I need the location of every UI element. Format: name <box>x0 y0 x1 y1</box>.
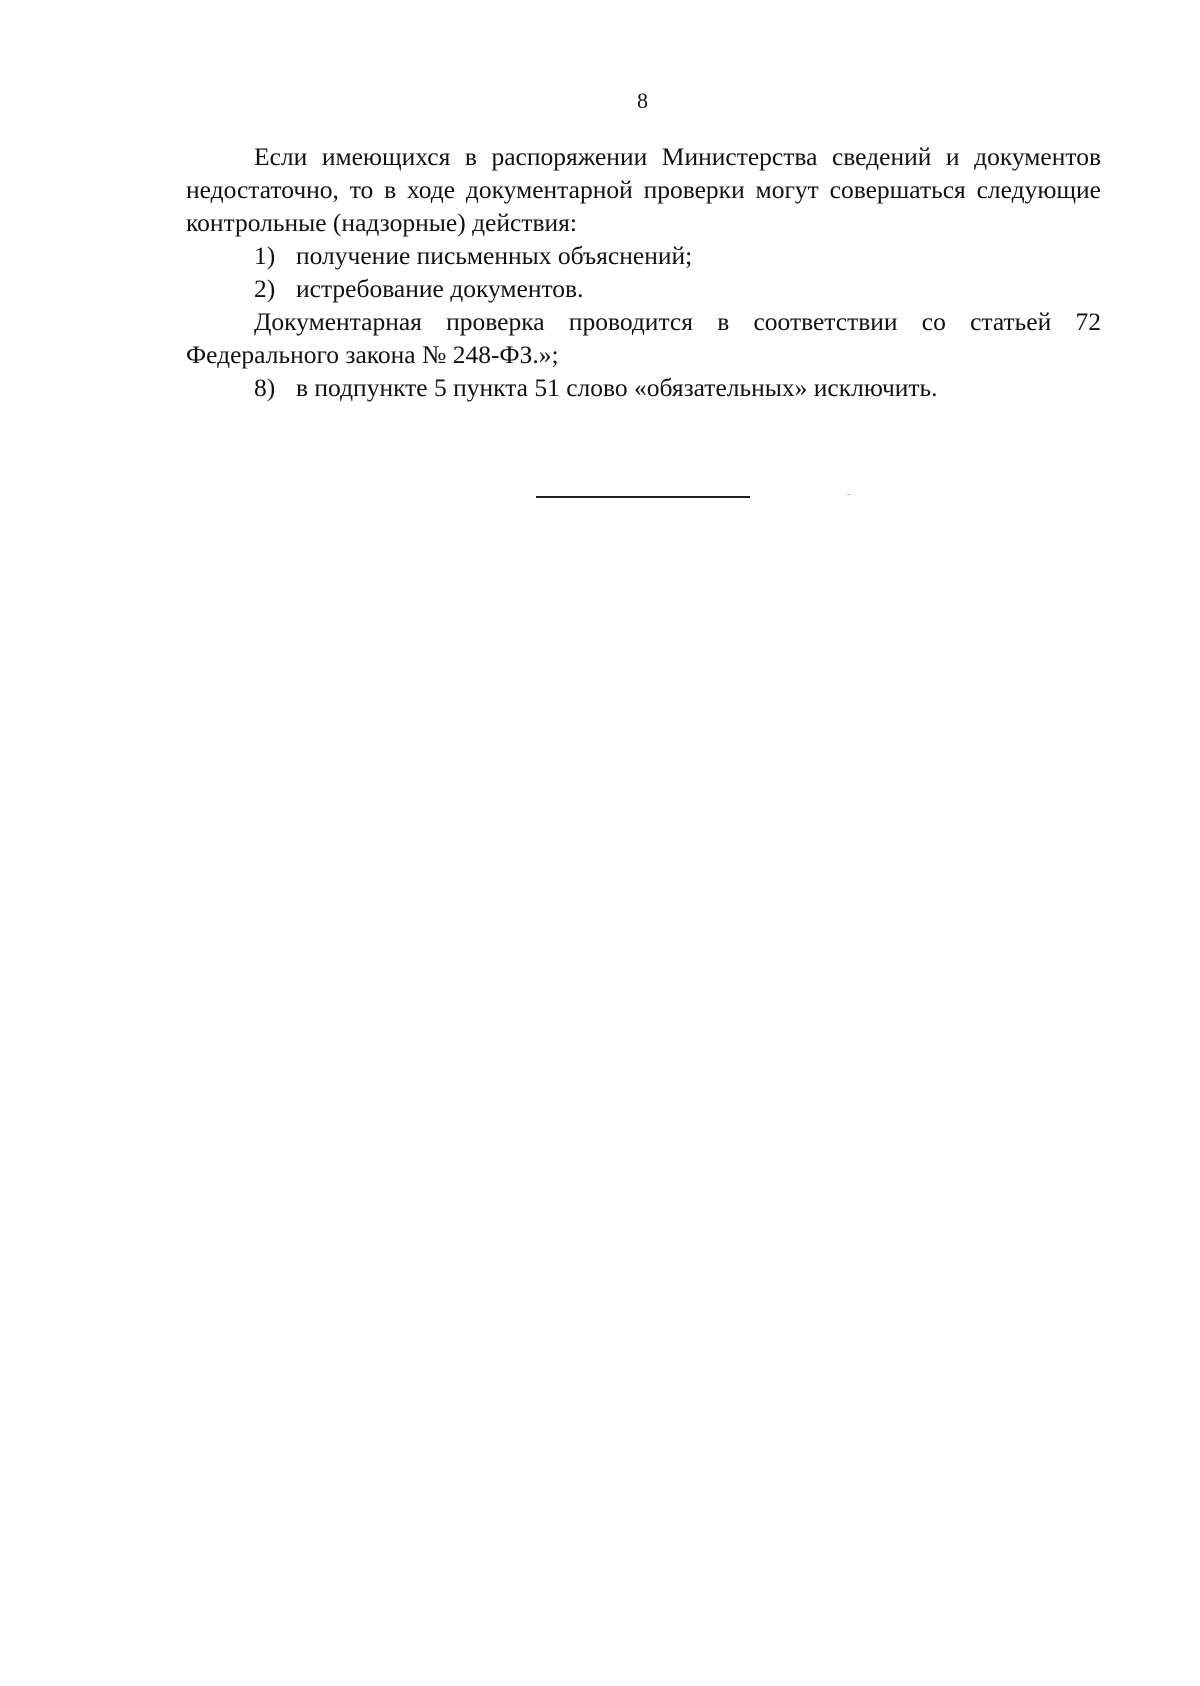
list-item-text: получение письменных объяснений; <box>296 241 693 270</box>
list-item-text: в подпункте 5 пункта 51 слово «обязательных» исключить. <box>296 373 938 402</box>
page-number: 8 <box>637 88 648 113</box>
paragraph-documents-insufficient: Если имеющихся в распоряжении Министерства сведений и документов недостаточно, то в ходе документарной проверки могут совершаться следующие контрольные (надзорные) действия: <box>186 142 1101 237</box>
list-item-number: 2) <box>254 274 276 303</box>
list-item-8 <box>186 371 1101 404</box>
list-item-number: 1) <box>254 241 276 270</box>
document-body <box>186 140 1101 404</box>
scan-speck <box>847 494 850 495</box>
list-item-1 <box>186 239 1101 272</box>
end-of-document-rule <box>536 496 750 498</box>
list-item-2 <box>186 272 1101 305</box>
paragraph-documentary-check: Документарная проверка проводится в соответствии со статьей 72 Федерального закона № 248-ФЗ.»; <box>186 307 1101 369</box>
list-item-number: 8) <box>254 373 276 402</box>
list-item-text: истребование документов. <box>296 274 584 303</box>
